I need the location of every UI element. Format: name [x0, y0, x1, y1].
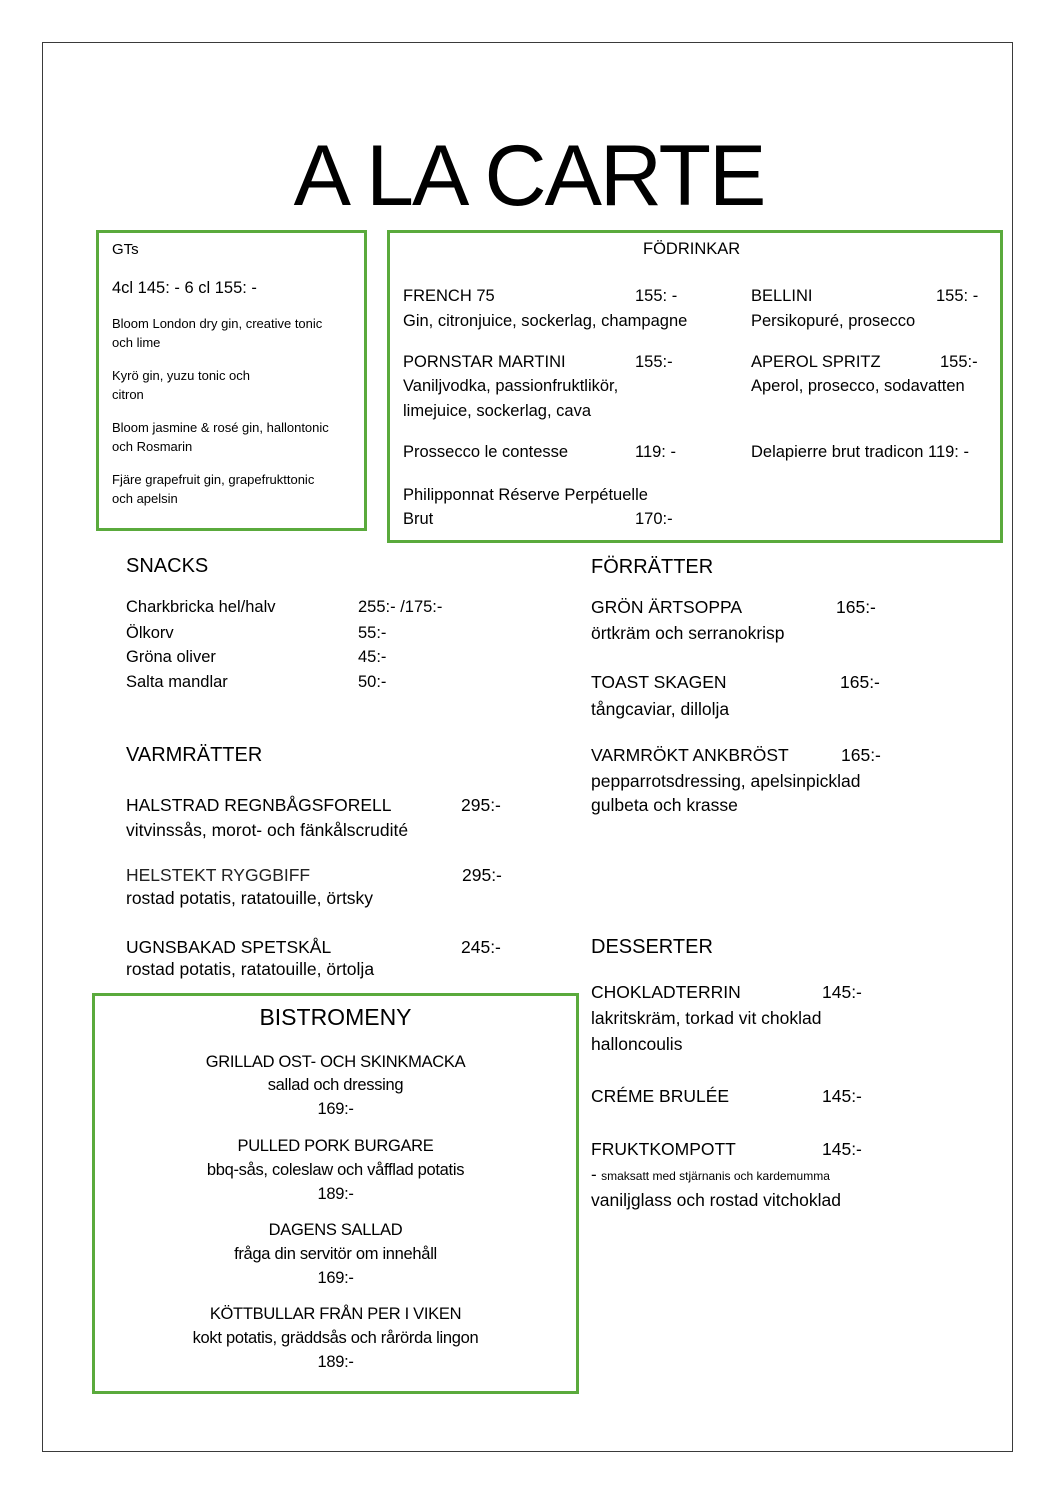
dessert-desc: vaniljglass och rostad vitchoklad — [591, 1190, 841, 1210]
dessert-price: 145:- — [822, 982, 862, 1002]
drink-price: 155: - — [635, 287, 678, 305]
bistro-name: DAGENS SALLAD — [268, 1221, 403, 1239]
drink-price: 155: - — [936, 287, 979, 305]
drink-name: Philipponnat Réserve Perpétuelle — [403, 486, 648, 504]
snack-name: Gröna oliver — [126, 648, 216, 666]
drink-price: 155:- — [940, 353, 978, 371]
starter-desc: pepparrotsdressing, apelsinpicklad — [591, 771, 861, 791]
drink-desc: Gin, citronjuice, sockerlag, champagne — [403, 312, 688, 330]
dish-name: HELSTEKT RYGGBIFF — [126, 865, 311, 885]
snack-price: 55:- — [358, 624, 387, 642]
bistro-price: 169:- — [317, 1100, 354, 1118]
gts-item-desc: Fjäre grapefruit gin, grapefrukttonic — [112, 472, 315, 487]
bistro-desc: fråga din servitör om innehåll — [234, 1245, 437, 1263]
dessert-price: 145:- — [822, 1139, 862, 1159]
bistro-desc: sallad och dressing — [267, 1076, 404, 1094]
gts-item-desc: Kyrö gin, yuzu tonic och — [112, 368, 251, 383]
drink-price: 119: - — [635, 443, 676, 461]
drink-name: Delapierre brut tradicon 119: - — [751, 443, 969, 461]
drink-name: PORNSTAR MARTINI — [403, 353, 566, 371]
drink-desc: Vaniljvodka, passionfruktlikör, — [403, 377, 619, 395]
varmratter-heading: VARMRÄTTER — [126, 744, 263, 766]
drink-name: FRENCH 75 — [403, 287, 495, 305]
desserter-heading: DESSERTER — [591, 936, 713, 958]
starter-desc: gulbeta och krasse — [591, 795, 738, 815]
drink-name: APEROL SPRITZ — [751, 353, 881, 371]
gts-item-desc: och Rosmarin — [112, 439, 193, 454]
drink-desc: Persikopuré, prosecco — [751, 312, 916, 330]
dish-desc: rostad potatis, ratatouille, örtolja — [126, 959, 375, 979]
starter-name: VARMRÖKT ANKBRÖST — [591, 745, 789, 765]
dish-desc: vitvinssås, morot- och fänkålscrudité — [126, 820, 409, 840]
bistromeny-heading: BISTROMENY — [259, 1004, 412, 1030]
drink-name: Prossecco le contesse — [403, 443, 569, 461]
fodrinkar-heading: FÖDRINKAR — [643, 240, 741, 258]
snack-name: Charkbricka hel/halv — [126, 598, 276, 616]
dish-price: 295:- — [462, 865, 502, 885]
bistro-desc: kokt potatis, gräddsås och rårörda lingon — [192, 1329, 479, 1347]
gts-item-desc: och lime — [112, 335, 161, 350]
dessert-note-text: smaksatt med stjärnanis och kardemumma — [601, 1169, 830, 1183]
bistro-name: KÖTTBULLAR FRÅN PER I VIKEN — [209, 1305, 462, 1323]
starter-price: 165:- — [836, 597, 876, 617]
dessert-note-dash: - — [591, 1165, 597, 1184]
snack-price: 45:- — [358, 648, 387, 666]
forratter-heading: FÖRRÄTTER — [591, 556, 714, 578]
snack-name: Salta mandlar — [126, 673, 228, 691]
gts-item-desc: Bloom London dry gin, creative tonic — [112, 316, 323, 331]
snack-price: 50:- — [358, 673, 387, 691]
dish-price: 245:- — [461, 937, 501, 957]
bistro-price: 189:- — [317, 1353, 354, 1371]
gts-item-desc: Bloom jasmine & rosé gin, hallontonic — [112, 420, 329, 435]
dish-name: HALSTRAD REGNBÅGSFORELL — [126, 795, 392, 815]
dessert-note — [591, 1165, 830, 1185]
drink-desc: limejuice, sockerlag, cava — [403, 402, 591, 420]
dessert-desc: lakritskräm, torkad vit choklad — [591, 1008, 822, 1028]
gts-item-desc: och apelsin — [112, 491, 178, 506]
snack-name: Ölkorv — [126, 624, 174, 642]
dessert-desc: halloncoulis — [591, 1034, 683, 1054]
starter-price: 165:- — [841, 745, 881, 765]
starter-price: 165:- — [840, 672, 880, 692]
dish-name: UGNSBAKAD SPETSKÅL — [126, 937, 332, 957]
bistro-name: GRILLAD OST- OCH SKINKMACKA — [205, 1053, 466, 1071]
dish-desc: rostad potatis, ratatouille, örtsky — [126, 888, 374, 908]
dessert-name: FRUKTKOMPOTT — [591, 1139, 736, 1159]
page-title: A LA CARTE — [293, 128, 765, 224]
dessert-price: 145:- — [822, 1086, 862, 1106]
bistro-name: PULLED PORK BURGARE — [237, 1137, 434, 1155]
drink-desc: Aperol, prosecco, sodavatten — [751, 377, 965, 395]
drink-price: 170:- — [635, 510, 673, 528]
gts-heading: GTs — [112, 241, 139, 258]
snack-price: 255:- /175:- — [358, 598, 443, 616]
drink-name: Brut — [403, 510, 434, 528]
starter-name: TOAST SKAGEN — [591, 672, 727, 692]
drink-name: BELLINI — [751, 287, 813, 305]
gts-prices: 4cl 145: - 6 cl 155: - — [112, 279, 257, 297]
starter-name: GRÖN ÄRTSOPPA — [591, 597, 743, 617]
dish-price: 295:- — [461, 795, 501, 815]
gts-item-desc: citron — [112, 387, 144, 402]
starter-desc: tångcaviar, dillolja — [591, 699, 730, 719]
bistro-price: 169:- — [317, 1269, 354, 1287]
drink-price: 155:- — [635, 353, 673, 371]
snacks-heading: SNACKS — [126, 555, 209, 577]
bistro-desc: bbq-sås, coleslaw och våfflad potatis — [206, 1161, 465, 1179]
starter-desc: örtkräm och serranokrisp — [591, 623, 785, 643]
dessert-name: CHOKLADTERRIN — [591, 982, 741, 1002]
bistro-price: 189:- — [317, 1185, 354, 1203]
dessert-name: CRÉME BRULÉE — [591, 1086, 730, 1106]
